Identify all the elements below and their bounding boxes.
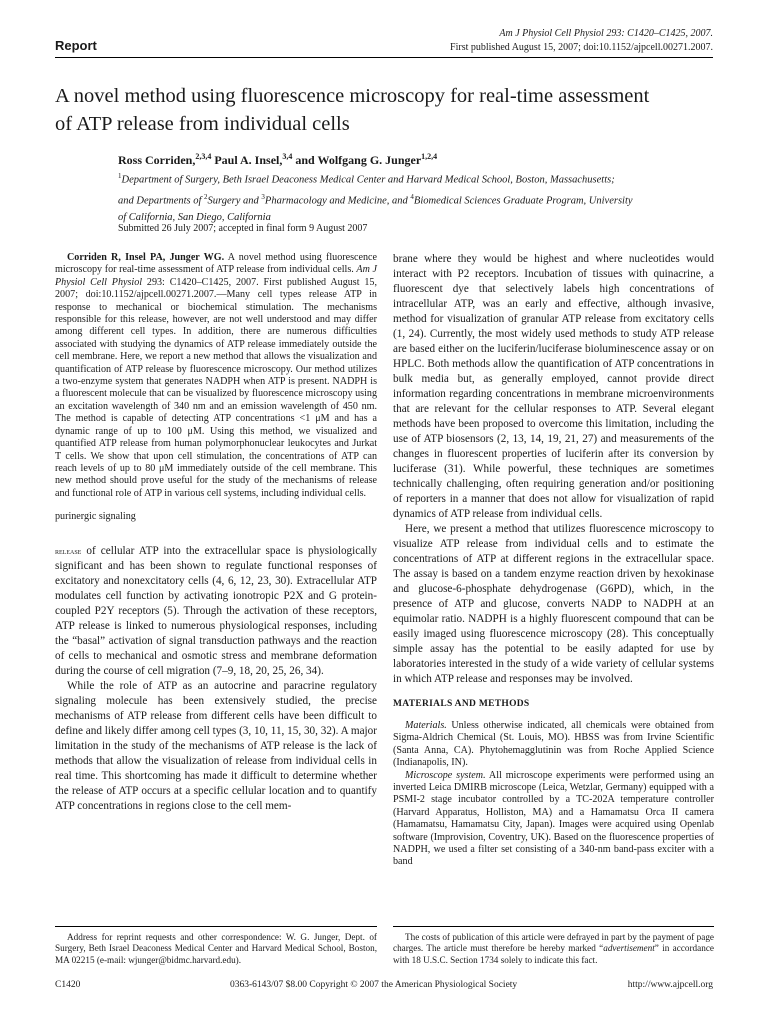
methods-text: Unless otherwise indicated, all chemicals were obtained from Sigma-Aldrich Chemical (St. Louis, MO). HBSS was from Irvine Scientific (Santa Anna, CA). Phytohemagglutinin was from Roche Applied Science (Indianapolis, IN). xyxy=(393,720,714,769)
methods-subheading: Microscope system. xyxy=(405,769,486,781)
intro-paragraph-4: Here, we present a method that utilizes fluorescence microscopy to visualize ATP release from individual cells and to estimate the concentrations of ATP at different regions in the extracellular space. The assay is based on a tandem enzyme reaction driven by hexokinase and glucose-6-phosphate dehydrogenase (G6PD), which, in the presence of ATP and glucose, converts NADP to NADPH at an equimolar ratio. NADPH is a highly fluorescent compound that can be easily imaged using fluorescence microscopy (28). This conceptually simple assay has the potential to be easily adapted for use by laboratories interested in the study of a wide variety of cellular systems in which ATP release and responses may be involved. xyxy=(393,523,714,685)
affiliation-line-3: of California, San Diego, California xyxy=(118,212,271,223)
intro-paragraph-2: While the role of ATP as an autocrine and paracrine regulatory signaling molecule has been extensively studied, the precise mechanisms of ATP release from different cells have been difficult to define and likely differ among cell types (3, 10, 11, 15, 30, 32). A major limitation in the study of the mechanisms of ATP release is the lack of methods that allow the visualization of release from individual cells in real time. This shortcoming has made it difficult to determine whether the release of ATP occurs at a specific cellular location and to quantify ATP concentrations in regions close to the cell mem- xyxy=(55,679,377,812)
section-label: Report xyxy=(55,38,97,53)
abstract-citation-authors: Corriden R, Insel PA, Junger WG. xyxy=(67,252,225,263)
abstract-citation-journal: Am J Physiol Cell Physiol xyxy=(55,264,377,288)
author-corriden: Ross Corriden, xyxy=(118,153,196,167)
footnote-text: ” in accordance with 18 U.S.C. Section 1734 solely to indicate this fact. xyxy=(393,943,714,965)
author-junger: and Wolfgang G. Junger xyxy=(292,153,422,167)
affil-sup: 1 xyxy=(118,172,122,180)
methods-text: All microscope experiments were performed using an inverted Leica DMIRB microscope (Leica, Wetzlar, Germany) equipped with a PSMI-2 stage incubator controlled by a TC-202A temperature controller (Harvard Apparatus, Holliston, MA) and a Hamamatsu Orca II camera (Hamamatsu, Hamamatsu City, Japan). Images were acquired using Openlab software (Improvision, Coventry, UK). Based on the fluorescence properties of NADPH, we used a filter set consisting of a 340-nm band-pass exciter with a band xyxy=(393,769,714,868)
affil-text: Biomedical Sciences Graduate Program, University xyxy=(413,195,633,206)
journal-url[interactable]: http://www.ajpcell.org xyxy=(627,980,713,990)
right-column xyxy=(393,252,714,869)
submission-dates: Submitted 26 July 2007; accepted in final form 9 August 2007 xyxy=(118,223,368,234)
abstract xyxy=(55,252,377,500)
intro-lead-word: release xyxy=(55,545,82,556)
intro-paragraph-1 xyxy=(55,544,377,679)
affiliation-line-1 xyxy=(118,168,718,189)
affil-sup: 4 xyxy=(410,192,414,201)
methods-microscope xyxy=(393,770,714,869)
affil-text: Department of Surgery, Beth Israel Deaconess Medical Center and Harvard Medical School, Boston, Massachusetts; xyxy=(121,174,615,186)
footnote-emphasis: advertisement xyxy=(603,943,655,954)
header-rule xyxy=(55,57,713,58)
copyright: 0363-6143/07 $8.00 Copyright © 2007 the American Physiological Society xyxy=(230,980,518,990)
affil-text: Surgery and xyxy=(207,195,262,206)
methods-materials xyxy=(393,720,714,770)
publication-cost-footnote xyxy=(393,932,714,966)
left-column xyxy=(55,252,377,814)
author-affil-sup: 2,3,4 xyxy=(195,152,212,161)
methods-subheading: Materials. xyxy=(405,720,447,731)
title-line-2: of ATP release from individual cells xyxy=(55,113,350,135)
abstract-text: Many cell types release ATP in response to mechanical or biochemical stimulation. The mechanisms responsible for this release, however, are not well understood and may differ among different cell types. In addition, there are numerous difficulties associated with studying the dynamics of ATP release immediately outside the cell membrane. Here, we report a new method that allows the visualization and quantification of ATP release by fluorescence microscopy. Our method utilizes a two-enzyme system that generates NADPH when ATP is present. NADPH is a fluorescent molecule that can be visualized by fluorescence microscopy using an excitation wavelength of 340 nm and an emission wavelength of 450 nm. The method is capable of detecting ATP concentrations <1 μM and has a dynamic range of up to 100 μM. Using this method, we visualized and quantified ATP release from human polymorphonuclear leukocytes and Jurkat T cells. We show that upon cell stimulation, the concentrations of ATP can reach levels of up to 80 μM immediately outside of the cell membrane. This new method should prove useful for the study of the mechanisms of release and functional role of ATP in various cell systems, including individual cells. xyxy=(55,289,377,499)
methods-heading: MATERIALS AND METHODS xyxy=(393,699,530,709)
journal-info xyxy=(450,27,713,55)
affil-text: and Departments of xyxy=(118,195,205,206)
affil-sup: 3 xyxy=(261,192,265,201)
page-number: C1420 xyxy=(55,980,81,990)
intro-text: of cellular ATP into the extracellular space is physiologically significant and has been shown to regulate functional responses of excitatory and nonexcitatory cells (4, 6, 12, 23, 30). Extracellular ATP modulates cell function by activating ionotropic P2X and G protein-coupled P2Y receptors (5). Through the activation of these receptors, ATP release is linked to numerous physiological responses, including the “basal” activation of signal transduction pathways and the reaction of cells to mechanical and osmotic stress and membrane deformation during the course of cell migration (7–9, 18, 20, 25, 26, 34). xyxy=(55,544,377,677)
affiliation-line-2 xyxy=(118,189,718,210)
keywords: purinergic signaling xyxy=(55,511,136,523)
affiliations xyxy=(118,168,718,226)
abstract-citation-rest: 293: C1420–C1425, 2007. First published August 15, 2007; doi:10.1152/ajpcell.00271.2007.— xyxy=(55,276,378,301)
affil-text: Pharmacology and Medicine, and xyxy=(264,195,411,206)
affil-sup: 2 xyxy=(204,192,208,201)
intro-paragraph-3: brane where they would be highest and where nucleotides would interact with P2 receptors. Incubation of tissues with quinacrine, a fluorescent dye that selectively labels high concentrations of intracellular ATP, was an early and effective, although invasive, method for visualization of granular ATP release from excitatory cells (1, 24). Currently, the most widely used methods to study ATP release are based either on the luciferin/luciferase bioluminescence assay or on HPLC. Both methods allow the quantification of ATP concentrations in bulk media but, as generally employed, cannot provide direct information regarding concentrations in membrane microenvironments that are relevant for the cellular responses to ATP. Several elegant methods have been proposed to overcome this limitation, including the use of ATP biosensors (2, 13, 14, 19, 21, 27) and measurements of the changes in fluorescent properties of luciferin after its conversion by luciferase (31). While powerful, these techniques are sometimes technically challenging, often requiring generation and/or positioning of reporters in a manner that does not allow for visualization of rapid dynamics of ATP release from individual cells. xyxy=(393,253,714,520)
doi-line[interactable]: First published August 15, 2007; doi:10.1152/ajpcell.00271.2007. xyxy=(450,42,713,53)
journal-citation: Am J Physiol Cell Physiol 293: C1420–C1425, 2007. xyxy=(499,28,713,39)
footnote-rule-left xyxy=(55,926,377,927)
correspondence-footnote: Address for reprint requests and other correspondence: W. G. Junger, Dept. of Surgery, Beth Israel Deaconess Medical Center and Harvard Medical School, Boston, MA 02215 (e-mail: wjunger@bidmc.harvard.edu). xyxy=(55,932,377,965)
footnote-rule-right xyxy=(393,926,714,927)
author-affil-sup: 3,4 xyxy=(282,152,293,161)
author-list xyxy=(118,152,437,168)
abstract-citation-title: A novel method using fluorescence microscopy for real-time assessment of ATP release from individual cells. xyxy=(55,252,377,276)
title-line-1: A novel method using fluorescence microscopy for real-time assessment xyxy=(55,85,650,107)
author-affil-sup: 1,2,4 xyxy=(421,152,438,161)
footnote-text: The costs of publication of this article were defrayed in part by the payment of page charges. The article must therefore be hereby marked “ xyxy=(393,932,714,954)
author-insel: Paul A. Insel, xyxy=(211,153,283,167)
article-title xyxy=(55,82,715,138)
